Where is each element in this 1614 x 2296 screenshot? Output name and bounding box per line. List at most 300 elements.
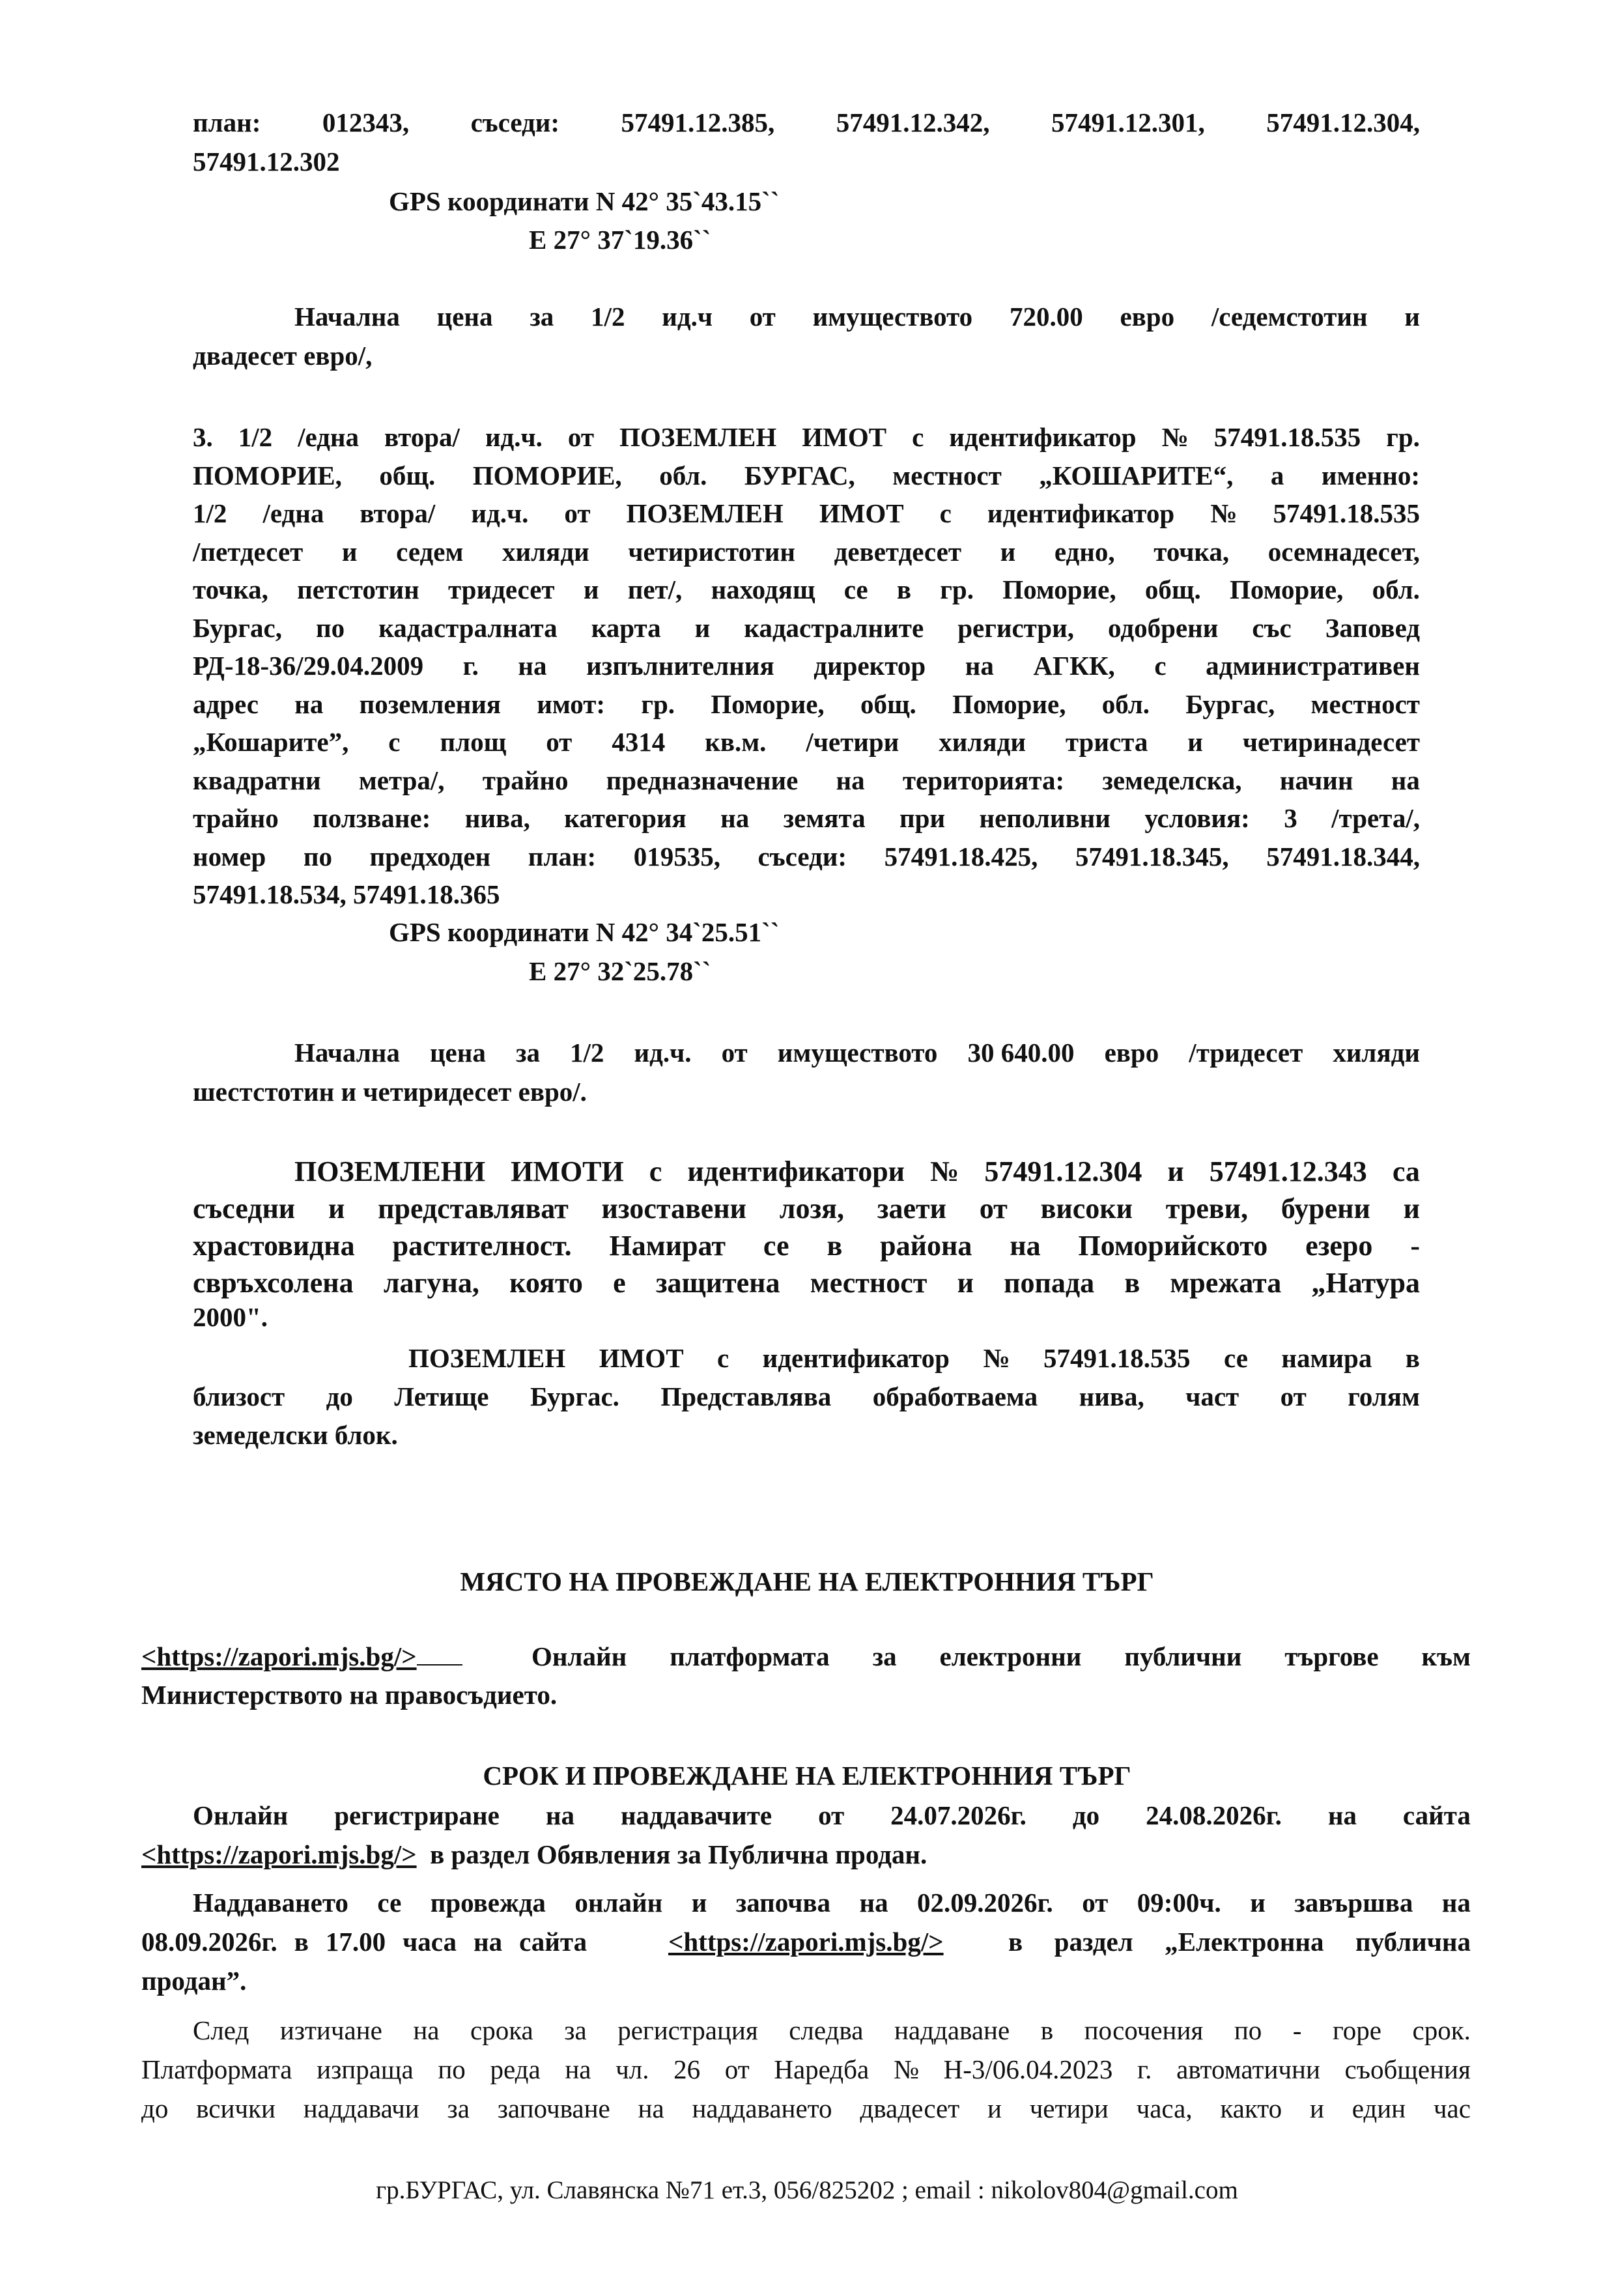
word: трайно — [193, 803, 279, 833]
word: от — [564, 498, 591, 528]
word: Летище — [394, 1382, 489, 1411]
word: земеделска, — [1102, 765, 1242, 795]
word: от — [724, 2054, 750, 2084]
word: категория — [564, 803, 687, 833]
word: часа, — [1136, 2093, 1193, 2123]
word: са — [1392, 1155, 1420, 1187]
word: реда — [490, 2054, 541, 2084]
word: Поморие, — [711, 688, 825, 719]
word: бурени — [1281, 1193, 1370, 1225]
word: обработваема — [872, 1382, 1038, 1411]
word: точка, — [1154, 536, 1230, 567]
word: мрежата — [1170, 1267, 1282, 1299]
word: намира — [1281, 1343, 1372, 1373]
word: номер — [193, 841, 266, 872]
justified-line — [193, 612, 1420, 644]
word: 17.00 — [325, 1927, 386, 1957]
word: ид.ч — [662, 302, 713, 332]
word: обл. — [1101, 688, 1150, 719]
word: Наредба — [774, 2054, 870, 2084]
word: Начална — [294, 1038, 400, 1068]
word: гр. — [1386, 422, 1420, 452]
word: както — [1220, 2093, 1282, 2123]
word: РД-18-36/29.04.2009 — [193, 651, 424, 681]
word: високи — [1040, 1193, 1133, 1225]
word: находящ — [711, 574, 815, 604]
word: Бургас. — [530, 1382, 619, 1411]
word: от — [546, 727, 573, 757]
word: на — [545, 1800, 574, 1830]
word: деветдесет — [834, 536, 961, 567]
word: местност — [892, 460, 1002, 490]
word: езеро — [1305, 1230, 1373, 1262]
word: /една — [262, 498, 324, 528]
text-line — [141, 1839, 927, 1870]
word: за — [530, 302, 554, 332]
word: ПОЗЕМЛЕН — [408, 1343, 566, 1373]
word: със — [1252, 612, 1292, 643]
text-line: двадесет евро/, — [193, 341, 373, 371]
word: в — [827, 1230, 843, 1262]
word: 720.00 — [1009, 302, 1083, 332]
justified-line — [1008, 1926, 1471, 1957]
word: на — [638, 2093, 664, 2123]
word: - — [1410, 1230, 1420, 1262]
justified-line — [193, 498, 1420, 529]
word: /тридесет — [1189, 1038, 1303, 1068]
text-line: 57491.12.302 — [193, 147, 340, 177]
gps-east: E 27° 37`19.36`` — [529, 225, 711, 255]
word: /една — [298, 422, 360, 452]
word: наддавачите — [620, 1800, 772, 1830]
word: сайта — [519, 1927, 588, 1957]
word: цена — [429, 1038, 486, 1068]
word: неполивни — [979, 803, 1111, 833]
word: „Електронна — [1165, 1927, 1324, 1957]
word: регистриране — [334, 1800, 500, 1830]
word: близост — [193, 1382, 285, 1411]
word: цена — [436, 302, 493, 332]
justified-line — [193, 2015, 1471, 2046]
justified-line — [294, 1037, 1420, 1068]
text-line: продан”. — [141, 1966, 247, 1996]
word: в — [1008, 1927, 1023, 1957]
word: местност — [1310, 688, 1420, 719]
word: и — [1187, 727, 1203, 757]
word: публична — [1355, 1927, 1471, 1957]
word: която — [509, 1267, 583, 1299]
word: ползване: — [313, 803, 431, 833]
word: 08.09.2026г. — [141, 1927, 277, 1957]
justified-line — [408, 1342, 1420, 1374]
word: имуществото — [777, 1038, 938, 1068]
word: на — [720, 803, 750, 833]
word: 3 — [1284, 803, 1297, 833]
justified-line — [193, 802, 1420, 834]
word: на — [413, 2015, 440, 2045]
justified-line — [193, 574, 1420, 605]
word: 1/2 — [570, 1038, 604, 1068]
platform-link-1[interactable] — [141, 1641, 462, 1672]
word: в — [1040, 2015, 1054, 2045]
word: № — [893, 2054, 920, 2084]
word: Платформата — [141, 2054, 292, 2084]
word: тридесет — [448, 574, 555, 604]
word: г. — [462, 651, 479, 681]
word: наддаване — [894, 2015, 1010, 2045]
word: идентификатор — [987, 498, 1175, 528]
word: поземления — [359, 688, 501, 719]
word: към — [1421, 1641, 1471, 1671]
word: защитена — [655, 1267, 780, 1299]
word: от — [979, 1193, 1008, 1225]
word: по — [316, 612, 345, 643]
word: кадастралната — [378, 612, 558, 643]
word: изтичане — [279, 2015, 382, 2045]
word: и — [1404, 302, 1420, 332]
word: точка, — [193, 574, 268, 604]
word: храстовидна — [193, 1230, 355, 1262]
word: растителност. — [392, 1230, 572, 1262]
word: ПОЗЕМЛЕН — [619, 422, 777, 452]
word: /петдесет — [193, 536, 304, 567]
word: онлайн — [574, 1888, 663, 1918]
word: се — [1224, 1343, 1248, 1373]
word: на — [473, 1927, 503, 1957]
word: /седемстотин — [1211, 302, 1368, 332]
word: и — [1000, 536, 1016, 567]
word: от — [749, 302, 776, 332]
platform-link-3-wrap[interactable] — [668, 1926, 944, 1957]
word: 1/2 — [193, 498, 227, 528]
word: съседни — [193, 1193, 296, 1225]
word: Бургас, — [1185, 688, 1275, 719]
word: имуществото — [812, 302, 973, 332]
word: лозя, — [779, 1193, 844, 1225]
word: 26 — [673, 2054, 701, 2084]
word: за — [872, 1641, 897, 1671]
justified-line — [193, 536, 1420, 567]
word: започва — [735, 1888, 831, 1918]
word: ид.ч. — [471, 498, 529, 528]
word: седем — [396, 536, 464, 567]
section-heading-term: СРОК И ПРОВЕЖДАНЕ НА ЕЛЕКТРОННИЯ ТЪРГ — [483, 1761, 1131, 1791]
word: и — [341, 536, 358, 567]
word: 57491.18.535 — [1043, 1343, 1191, 1373]
word: № — [930, 1155, 959, 1187]
word: и — [1250, 1888, 1266, 1918]
word: ИМОТ — [599, 1343, 684, 1373]
word: предходен — [369, 841, 491, 872]
word: хиляди — [502, 536, 589, 567]
word: Наддаването — [193, 1888, 348, 1918]
justified-line — [294, 1156, 1420, 1187]
word: за — [515, 1038, 540, 1068]
word: на — [859, 1888, 888, 1918]
word: от — [567, 422, 595, 452]
word: адрес — [193, 688, 259, 719]
word: 57491.18.344, — [1266, 841, 1420, 872]
word: електронни — [939, 1641, 1082, 1671]
word: публични — [1124, 1641, 1242, 1671]
word: 09:00ч. — [1137, 1888, 1221, 1918]
word: /четири — [806, 727, 899, 757]
word: до — [1072, 1800, 1100, 1830]
word: и — [1167, 1155, 1184, 1187]
word: 57491.18.535 — [1273, 498, 1420, 528]
link-text[interactable]: <https://zapori.mjs.bg/> — [141, 1641, 417, 1671]
word: „Кошарите”, — [193, 727, 349, 757]
justified-line — [531, 1641, 1471, 1672]
text-span — [141, 1927, 604, 1957]
word: от — [1280, 1382, 1307, 1411]
word: на — [836, 765, 865, 795]
word: съседи: — [470, 107, 560, 137]
word: до — [326, 1382, 353, 1411]
word: квадратни — [193, 765, 321, 795]
justified-line — [193, 841, 1420, 872]
word: предназначение — [606, 765, 799, 795]
word: идентификатор — [949, 422, 1137, 452]
word: 57491.12.304 — [984, 1155, 1142, 1187]
word: на — [1327, 1800, 1357, 1830]
word: ид.ч. — [634, 1038, 692, 1068]
word: Начална — [294, 302, 400, 332]
word: автоматични — [1176, 2054, 1320, 2084]
word: /трета/, — [1331, 803, 1420, 833]
page-footer: гр.БУРГАС, ул. Славянска №71 ет.3, 056/825202 ; email : nikolov804@gmail.com — [376, 2176, 1238, 2204]
word: Онлайн — [531, 1641, 627, 1671]
word: ИМОТ — [819, 498, 904, 528]
platform-link-2[interactable]: <https://zapori.mjs.bg/> — [141, 1839, 417, 1869]
justified-line — [193, 688, 1420, 720]
word: нива, — [464, 803, 530, 833]
word: местност — [810, 1267, 927, 1299]
word: и — [1403, 1193, 1420, 1225]
word: Поморие, — [1002, 574, 1116, 604]
justified-line — [193, 765, 1420, 796]
word: раздел — [1054, 1927, 1133, 1957]
word: търгове — [1284, 1641, 1379, 1671]
word: по — [438, 2054, 466, 2084]
word: наддаването — [692, 2093, 832, 2123]
word: метра/, — [358, 765, 445, 795]
justified-line — [193, 421, 1420, 453]
word: територията: — [902, 765, 1065, 795]
word: с — [717, 1343, 729, 1373]
word: втора/ — [384, 422, 460, 452]
word: от — [1082, 1888, 1109, 1918]
word: ИМОТИ — [511, 1155, 624, 1187]
word: регистри, — [957, 612, 1074, 643]
justified-line — [141, 2093, 1471, 2124]
word: 24.08.2026г. — [1146, 1800, 1282, 1830]
word: карта — [591, 612, 661, 643]
text-line: 2000". — [193, 1302, 268, 1332]
word: попада — [1004, 1267, 1095, 1299]
word: нива, — [1079, 1382, 1144, 1411]
word: план: — [193, 107, 261, 137]
word: голям — [1348, 1382, 1420, 1411]
word: при — [899, 803, 946, 833]
word: ПОМОРИЕ, — [193, 460, 342, 490]
word: кв.м. — [705, 727, 767, 757]
word: ИМОТ — [802, 422, 887, 452]
word: гр. — [940, 574, 974, 604]
word: ПОЗЕМЛЕН — [626, 498, 784, 528]
word: хиляди — [939, 727, 1026, 757]
word: в — [896, 574, 912, 604]
word: 24.07.2026г. — [890, 1800, 1026, 1830]
word: гр. — [641, 688, 675, 719]
word: ид.ч. — [485, 422, 543, 452]
word: идентификатор — [762, 1343, 950, 1373]
word: регистрация — [617, 2015, 758, 2045]
word: четиринадесет — [1242, 727, 1420, 757]
word: Н-3/06.04.2023 — [943, 2054, 1113, 2084]
word: по — [303, 841, 332, 872]
word: в — [294, 1927, 309, 1957]
justified-line — [193, 1230, 1420, 1262]
word: и — [583, 574, 599, 604]
word: и — [691, 1888, 707, 1918]
word: 57491.12.304, — [1266, 107, 1420, 137]
word: час — [1433, 2093, 1471, 2123]
word: представляват — [378, 1193, 569, 1225]
word: свръхсолена — [193, 1267, 354, 1299]
word: треви, — [1165, 1193, 1249, 1225]
word: следва — [789, 2015, 864, 2045]
word: часа — [403, 1927, 457, 1957]
word: в — [1405, 1343, 1420, 1373]
word: горе — [1332, 2015, 1381, 2045]
word: площ — [440, 727, 507, 757]
word: пет/, — [627, 574, 683, 604]
word: директор — [814, 651, 926, 681]
word: Представлява — [660, 1382, 832, 1411]
word: именно: — [1321, 460, 1420, 490]
word: чл. — [616, 2054, 649, 2084]
word: 57491.12.343 — [1209, 1155, 1367, 1187]
word: срока — [470, 2015, 533, 2045]
word: съседи: — [757, 841, 847, 872]
platform-link-3[interactable]: <https://zapori.mjs.bg/> — [668, 1927, 944, 1957]
word: 57491.12.342, — [836, 107, 990, 137]
word: земята — [783, 803, 866, 833]
gps-north: GPS координати N 42° 34`25.51`` — [389, 917, 780, 947]
word: на — [1010, 1230, 1041, 1262]
text-line: шестстотин и четиридесет евро/. — [193, 1077, 587, 1107]
justified-line — [193, 1800, 1471, 1831]
word: идентификатори — [687, 1155, 905, 1187]
word: условия: — [1144, 803, 1250, 833]
word: на — [1391, 765, 1420, 795]
word: административен — [1206, 651, 1420, 681]
word: за — [447, 2093, 470, 2123]
word: за — [564, 2015, 587, 2045]
word: евро — [1104, 1038, 1159, 1068]
word: всички — [196, 2093, 276, 2123]
word: „Натура — [1311, 1267, 1420, 1299]
word: одобрени — [1108, 612, 1219, 643]
word: един — [1352, 2093, 1406, 2123]
word: триста — [1065, 727, 1148, 757]
word: г. — [1137, 2054, 1152, 2084]
word: на — [518, 651, 547, 681]
word: Заповед — [1325, 612, 1420, 643]
text-line — [141, 1926, 604, 1957]
word: четиристотин — [628, 536, 795, 567]
word: завършва — [1294, 1888, 1413, 1918]
gps-north: GPS координати N 42° 35`43.15`` — [389, 186, 780, 216]
word: кадастралните — [744, 612, 924, 643]
justified-line — [193, 107, 1420, 138]
word: - — [1292, 2015, 1302, 2045]
word: Поморийското — [1078, 1230, 1268, 1262]
word: хиляди — [1333, 1038, 1420, 1068]
word: лагуна, — [383, 1267, 479, 1299]
justified-line — [193, 650, 1420, 681]
word: 1/2 — [238, 422, 273, 452]
word: „КОШАРИТЕ“, — [1039, 460, 1234, 490]
word: платформата — [670, 1641, 830, 1671]
word: на — [565, 2054, 591, 2084]
word: заети — [877, 1193, 946, 1225]
word: 57491.18.425, — [884, 841, 1038, 872]
word: № — [1161, 422, 1189, 452]
word: с — [649, 1155, 662, 1187]
word: 57491.18.345, — [1075, 841, 1229, 872]
word: и — [328, 1193, 345, 1225]
word: евро — [1120, 302, 1175, 332]
word: на — [1441, 1888, 1471, 1918]
word: Поморие, — [1229, 574, 1344, 604]
word: района — [880, 1230, 972, 1262]
word: 012343, — [322, 107, 410, 137]
word: След — [193, 2015, 249, 2045]
gps-east: E 27° 32`25.78`` — [529, 956, 711, 986]
word: провежда — [430, 1888, 546, 1918]
word: 57491.18.535 — [1213, 422, 1361, 452]
word: 019535, — [633, 841, 720, 872]
word: изпраща — [317, 2054, 414, 2084]
text-line: Министерството на правосъдието. — [141, 1680, 558, 1710]
word: съобщения — [1344, 2054, 1471, 2084]
word: БУРГАС, — [744, 460, 855, 490]
word: четири — [1029, 2093, 1109, 2123]
word: втора/ — [360, 498, 436, 528]
word: наддавачи — [303, 2093, 419, 2123]
word: № — [1210, 498, 1238, 528]
text-span: в раздел Обявления за Публична продан. — [430, 1839, 927, 1869]
justified-line — [193, 1193, 1420, 1225]
word: 3. — [193, 422, 213, 452]
justified-line — [193, 460, 1420, 491]
section-heading-place: МЯСТО НА ПРОВЕЖДАНЕ НА ЕЛЕКТРОННИЯ ТЪРГ — [460, 1566, 1154, 1596]
word: 30 640.00 — [967, 1038, 1075, 1068]
word: трайно — [482, 765, 569, 795]
word: с — [1154, 651, 1167, 681]
word: от — [818, 1800, 845, 1830]
text-line: 57491.18.534, 57491.18.365 — [193, 879, 500, 909]
word: се — [377, 1888, 402, 1918]
word: е — [613, 1267, 626, 1299]
word: двадесет — [860, 2093, 960, 2123]
word: Онлайн — [193, 1800, 289, 1830]
justified-line — [193, 1268, 1420, 1299]
word: изпълнителния — [586, 651, 774, 681]
justified-line — [193, 1381, 1420, 1412]
